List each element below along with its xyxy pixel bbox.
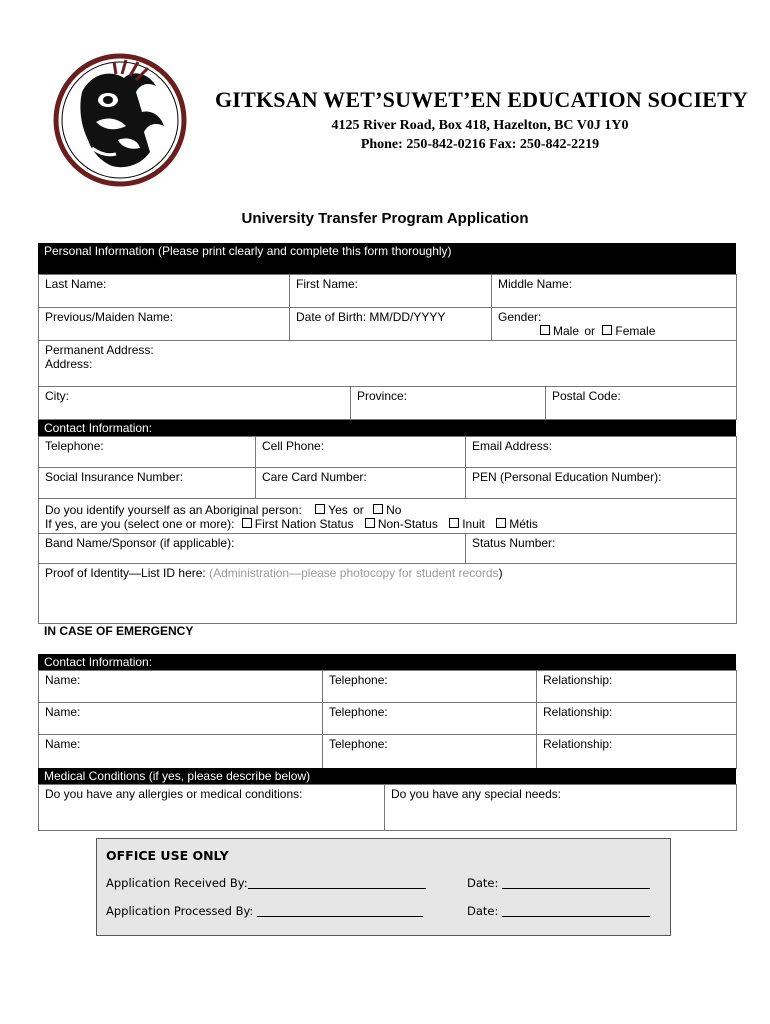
city-label: City: [45,389,69,403]
email-field[interactable] [466,437,737,468]
cell-phone-label: Cell Phone: [262,439,325,453]
processed-by-label: Application Processed By: [106,904,254,918]
aboriginal-yes-checkbox[interactable] [315,504,325,514]
status-number-label: Status Number: [472,536,556,550]
permanent-address-label: Permanent Address: [45,343,154,357]
office-use-box [96,838,671,936]
first-name-field[interactable] [290,275,492,308]
address-label: Address: [45,357,93,371]
received-by-label: Application Received By: [106,876,248,890]
no-label: No [386,503,402,517]
address-field[interactable] [39,341,737,387]
telephone-field[interactable] [39,437,256,468]
processed-by-line[interactable] [257,904,423,917]
band-label: Band Name/Sponsor (if applicable): [45,536,235,550]
personal-info-bar: Personal Information (Please print clearly and complete this form thoroughly) [38,243,736,274]
gender-label: Gender: [498,310,542,324]
male-label: Male [553,324,580,338]
emergency-name-label: Name: [45,705,81,719]
female-label: Female [615,324,656,338]
emergency-telephone-3[interactable] [323,735,537,769]
contact-info-bar: Contact Information: [38,420,736,436]
proof-close: ) [498,566,503,580]
address-table [38,340,737,420]
emergency-relationship-1[interactable] [537,671,737,703]
emergency-telephone-label: Telephone: [329,673,388,687]
aboriginal-question: Do you identify yourself as an Aboriginal person: [45,503,302,517]
province-field[interactable] [351,387,546,420]
city-field[interactable] [39,387,351,420]
org-name: GITKSAN WET’SUWET’EN EDUCATION SOCIETY [215,87,749,112]
middle-name-field[interactable] [492,275,737,308]
last-name-field[interactable] [39,275,290,308]
male-checkbox[interactable] [540,325,550,335]
proof-note: (Administration—please photocopy for student records [209,566,499,580]
care-card-field[interactable] [256,468,466,499]
first-name-label: First Name: [296,277,359,291]
personal-info-table [38,274,737,341]
allergies-label: Do you have any allergies or medical conditions: [45,787,303,801]
received-by-line[interactable] [248,876,426,889]
emergency-telephone-label: Telephone: [329,705,388,719]
pen-label: PEN (Personal Education Number): [472,470,662,484]
cell-phone-field[interactable] [256,437,466,468]
emergency-name-3[interactable] [39,735,323,769]
aboriginal-table [38,498,737,624]
status-number-field[interactable] [466,534,737,564]
postal-code-field[interactable] [546,387,737,420]
received-date-line[interactable] [502,876,650,889]
emergency-telephone-label: Telephone: [329,737,388,751]
emergency-telephone-2[interactable] [323,703,537,735]
gender-field [492,308,737,341]
female-checkbox[interactable] [602,325,612,335]
proof-of-identity-field[interactable] [39,564,737,624]
emergency-relationship-label: Relationship: [543,673,613,687]
aboriginal-cell [39,499,737,534]
emergency-name-label: Name: [45,737,81,751]
special-needs-label: Do you have any special needs: [391,787,562,801]
emergency-relationship-3[interactable] [537,735,737,769]
inuit-label: Inuit [462,517,485,531]
special-needs-field[interactable] [385,785,737,831]
processed-date-line[interactable] [502,904,650,917]
previous-name-field[interactable] [39,308,290,341]
office-use-heading: OFFICE USE ONLY [106,848,229,863]
emergency-name-2[interactable] [39,703,323,735]
province-label: Province: [357,389,408,403]
emergency-name-label: Name: [45,673,81,687]
emergency-heading: IN CASE OF EMERGENCY [44,624,194,638]
metis-checkbox[interactable] [496,518,506,528]
society-logo [52,52,188,188]
emergency-table [38,670,737,769]
non-status-label: Non-Status [377,517,438,531]
form-title: University Transfer Program Application [241,210,529,227]
sin-field[interactable] [39,468,256,499]
medical-conditions-bar: Medical Conditions (if yes, please describe below) [38,768,736,784]
emergency-telephone-1[interactable] [323,671,537,703]
org-address: 4125 River Road, Box 418, Hazelton, BC V0J 1Y0 [331,118,629,133]
middle-name-label: Middle Name: [498,277,573,291]
emergency-relationship-label: Relationship: [543,737,613,751]
postal-code-label: Postal Code: [552,389,621,403]
last-name-label: Last Name: [45,277,107,291]
email-label: Email Address: [472,439,553,453]
first-nation-checkbox[interactable] [242,518,252,528]
non-status-checkbox[interactable] [365,518,375,528]
previous-name-label: Previous/Maiden Name: [45,310,174,324]
proof-of-identity-label: Proof of Identity—List ID here: [45,566,210,580]
metis-label: Métis [509,517,538,531]
processed-date-label: Date: [467,904,499,918]
emergency-relationship-label: Relationship: [543,705,613,719]
emergency-name-1[interactable] [39,671,323,703]
emergency-relationship-2[interactable] [537,703,737,735]
aboriginal-no-checkbox[interactable] [373,504,383,514]
sin-label: Social Insurance Number: [45,470,184,484]
pen-field[interactable] [466,468,737,499]
care-card-label: Care Card Number: [262,470,367,484]
dob-field[interactable] [290,308,492,341]
inuit-checkbox[interactable] [449,518,459,528]
yes-label: Yes [328,503,348,517]
emergency-contact-bar: Contact Information: [38,654,736,670]
contact-table [38,436,737,499]
allergies-field[interactable] [39,785,385,831]
org-phone-fax: Phone: 250-842-0216 Fax: 250-842-2219 [360,137,600,152]
dob-label: Date of Birth: MM/DD/YYYY [296,310,446,324]
medical-table [38,784,737,831]
gender-or: or [584,324,596,338]
received-date-label: Date: [467,876,499,890]
first-nation-label: First Nation Status [254,517,354,531]
aboriginal-or: or [353,503,364,517]
telephone-label: Telephone: [45,439,104,453]
if-yes-label: If yes, are you (select one or more): [45,517,235,531]
band-field[interactable] [39,534,466,564]
